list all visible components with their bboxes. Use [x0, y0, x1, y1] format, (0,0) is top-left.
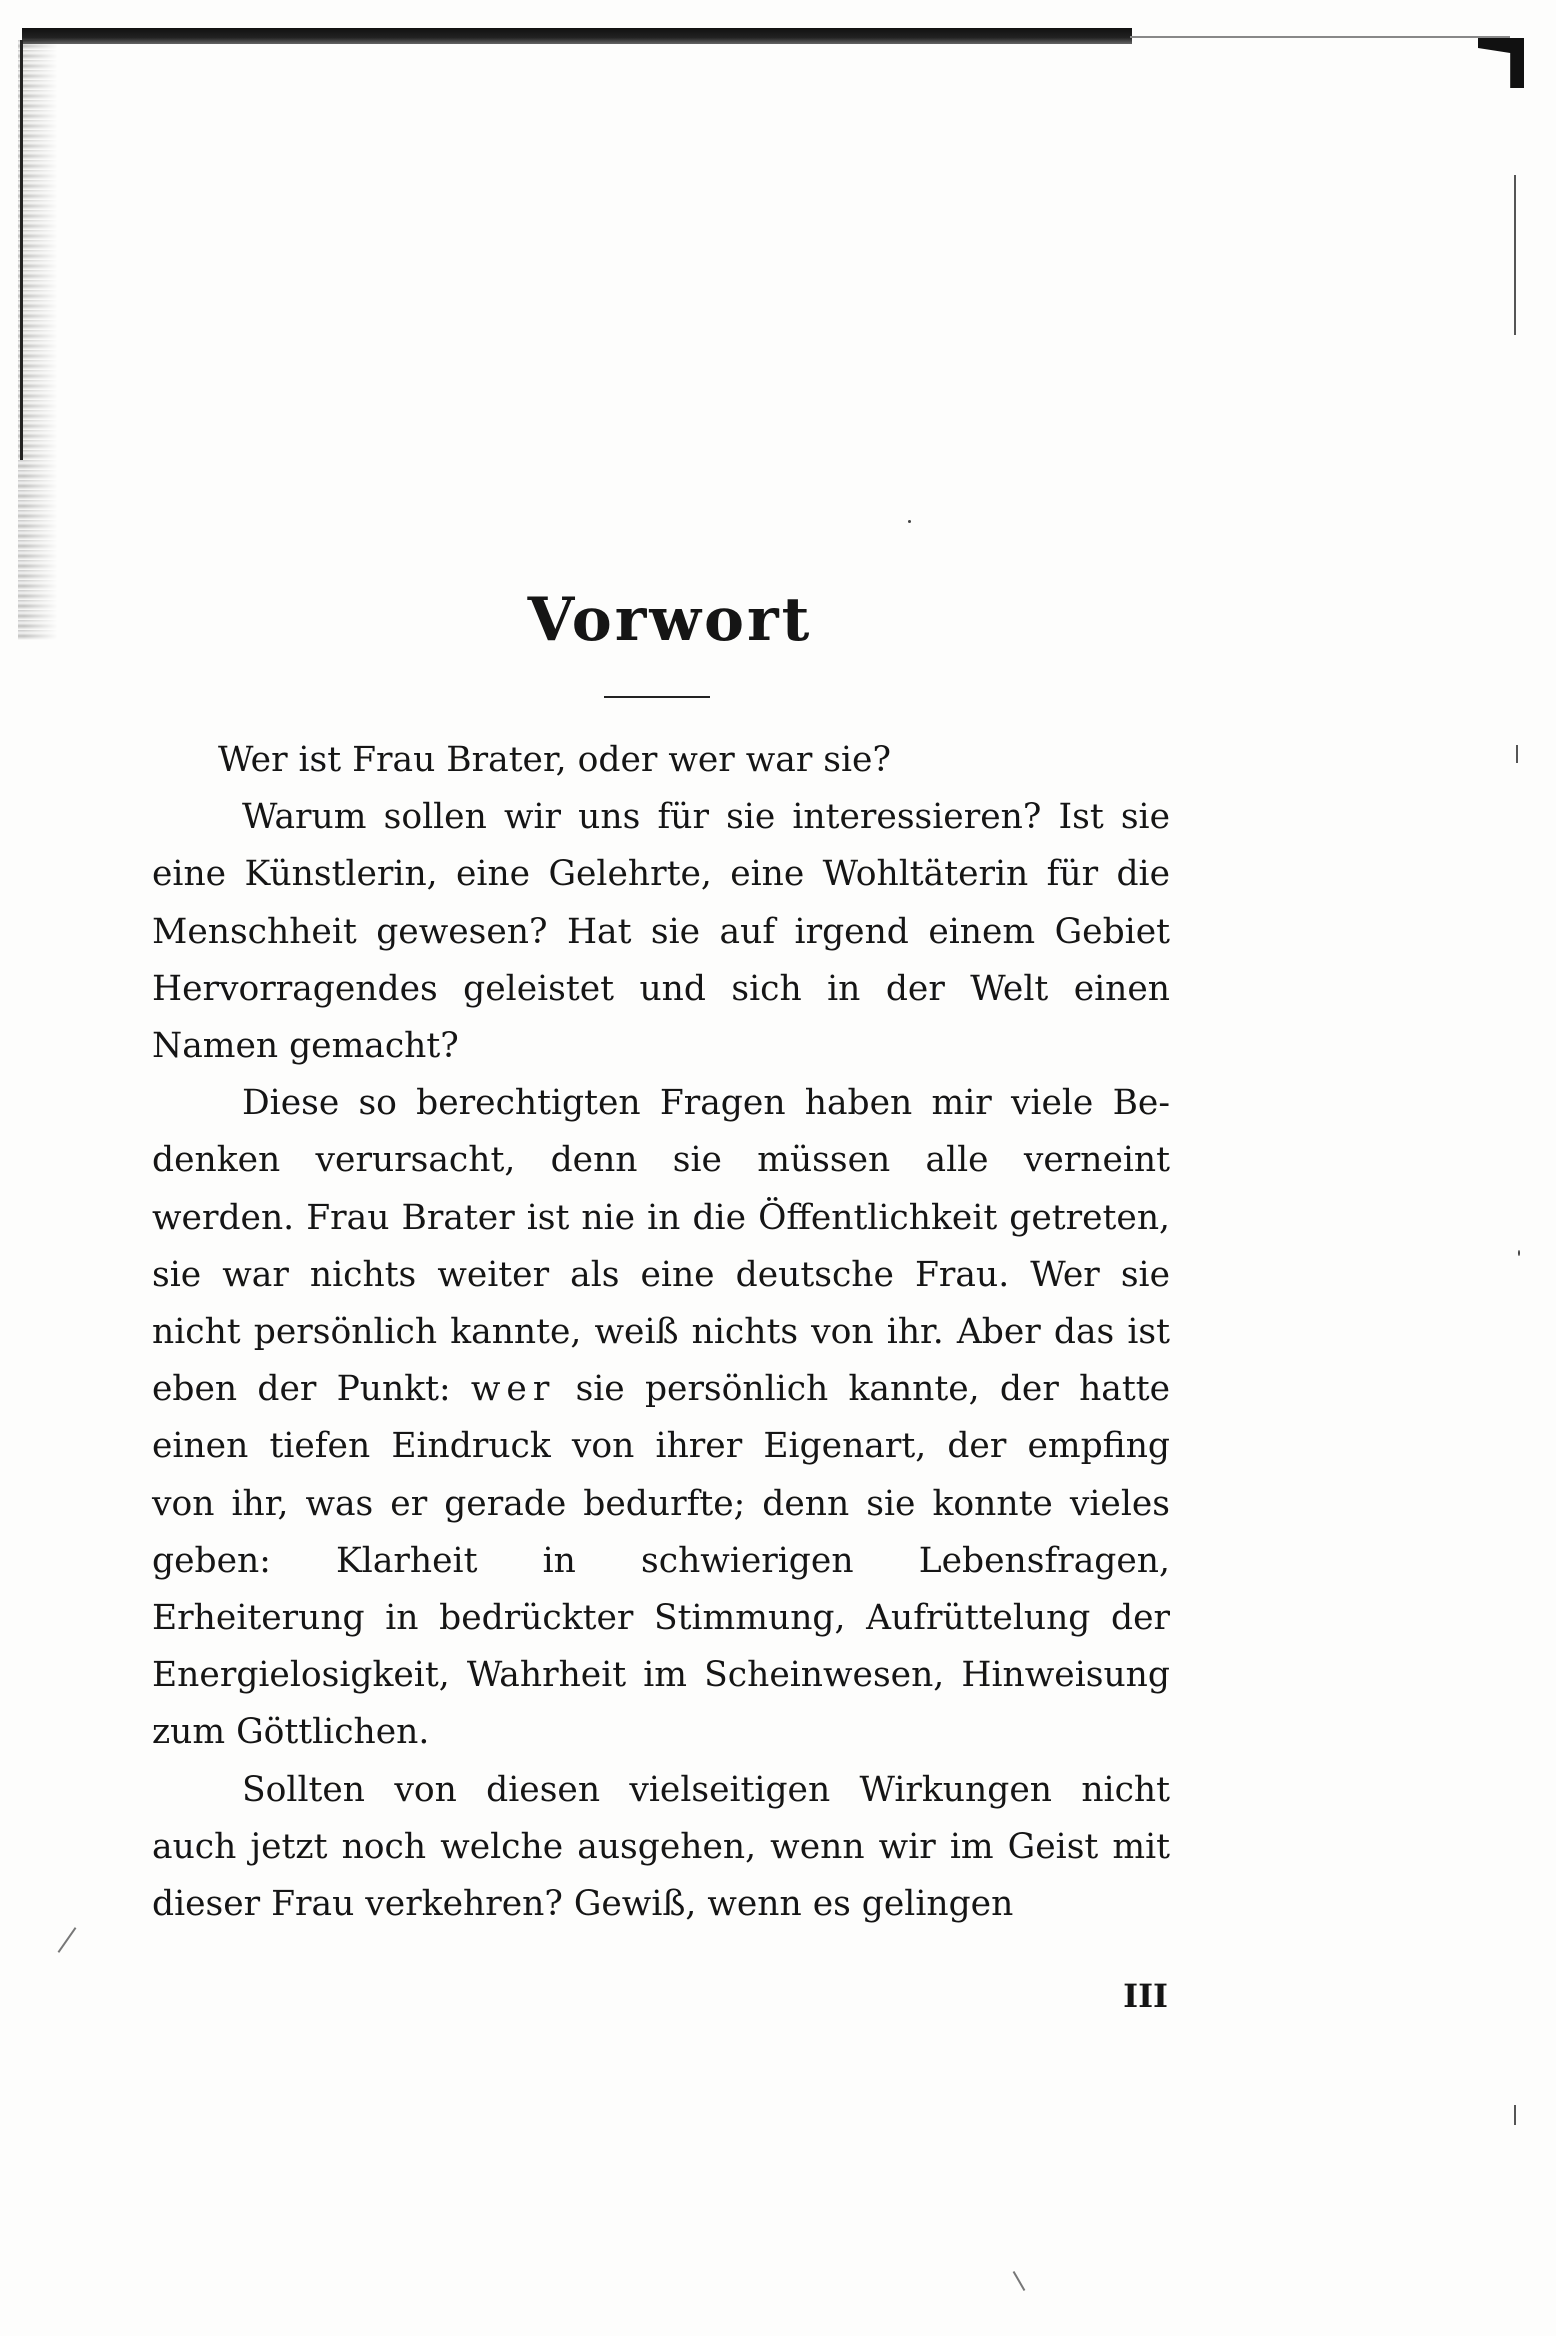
text-line: Frau Brater ist nie in die Öffentlichkeit getreten, sie	[152, 1197, 1171, 1295]
text-line: Warum sollen wir uns für sie interessieren? Ist	[242, 797, 1104, 838]
text-line: zum Göttlichen.	[152, 1712, 430, 1753]
scan-mark	[1013, 2271, 1026, 2291]
text-line: ist eben der Punkt:	[152, 1312, 1170, 1410]
text-line: denken verursacht, denn sie müssen alle verneint werden.	[152, 1140, 1170, 1238]
text-line: Diese so berechtigten Fragen haben mir viele Be-	[242, 1083, 1170, 1124]
title-divider	[604, 696, 710, 698]
text-line: die Menschheit gewesen? Hat sie auf irgend einem	[152, 854, 1171, 952]
text-line: Sollten von diesen vielseitigen Wirkungen nicht	[242, 1769, 1170, 1810]
scan-right-edge-mark	[1514, 175, 1516, 335]
body-text	[152, 732, 1170, 1933]
text-line: auch jetzt noch welche ausgehen, wenn wir im Geist	[152, 1826, 1099, 1867]
text-line: Energielosigkeit, Wahrheit im Scheinwesen, Hinweisung	[152, 1655, 1170, 1696]
scan-top-border-thin	[1130, 36, 1510, 38]
scan-corner-mark	[1478, 38, 1524, 88]
scan-speck	[908, 520, 911, 523]
scan-right-edge-mark	[1514, 2105, 1516, 2125]
text-line: vieles geben: Klarheit in schwierigen Lebensfragen,	[152, 1483, 1170, 1581]
text-line: Gebiet Hervorragendes geleistet und sich in der Welt	[152, 911, 1171, 1009]
text-line: einen tiefen Eindruck von ihrer Eigenart, der empfing	[152, 1426, 1170, 1467]
scan-left-edge-shadow	[18, 40, 58, 640]
emphasized-word: wer	[470, 1369, 556, 1410]
text-line: sie eine Künstlerin, eine Gelehrte, eine Wohltäterin für	[152, 797, 1170, 895]
paragraph	[152, 732, 1170, 789]
text-line: nicht persönlich kannte, weiß nichts von ihr. Aber das	[152, 1312, 1115, 1353]
page-title: Vorwort	[527, 585, 813, 655]
paragraph	[152, 1075, 1170, 1761]
text-line: mit dieser Frau verkehren? Gewiß, wenn es gelingen	[152, 1826, 1170, 1925]
text-line: von ihr, was er gerade bedurfte; denn sie konnte	[152, 1483, 1053, 1524]
text-line: war nichts weiter als eine deutsche Frau. Wer sie	[222, 1254, 1171, 1295]
text-line: sie persönlich kannte, der hatte	[575, 1369, 1171, 1410]
scan-speck	[1518, 1250, 1520, 1256]
text-line: Wer ist Frau Brater, oder wer war sie?	[218, 740, 891, 780]
text-line: einen Namen gemacht?	[152, 968, 1171, 1067]
text-line: Erheiterung in bedrückter Stimmung, Aufrüttelung der	[152, 1598, 1170, 1639]
scan-top-border	[22, 28, 1132, 44]
scan-left-edge-line	[20, 40, 23, 460]
paragraph	[152, 1762, 1170, 1934]
scan-right-edge-mark	[1516, 745, 1518, 763]
page-number: III	[1123, 1977, 1168, 2015]
paragraph	[152, 789, 1170, 1075]
scan-mark	[58, 1927, 77, 1953]
